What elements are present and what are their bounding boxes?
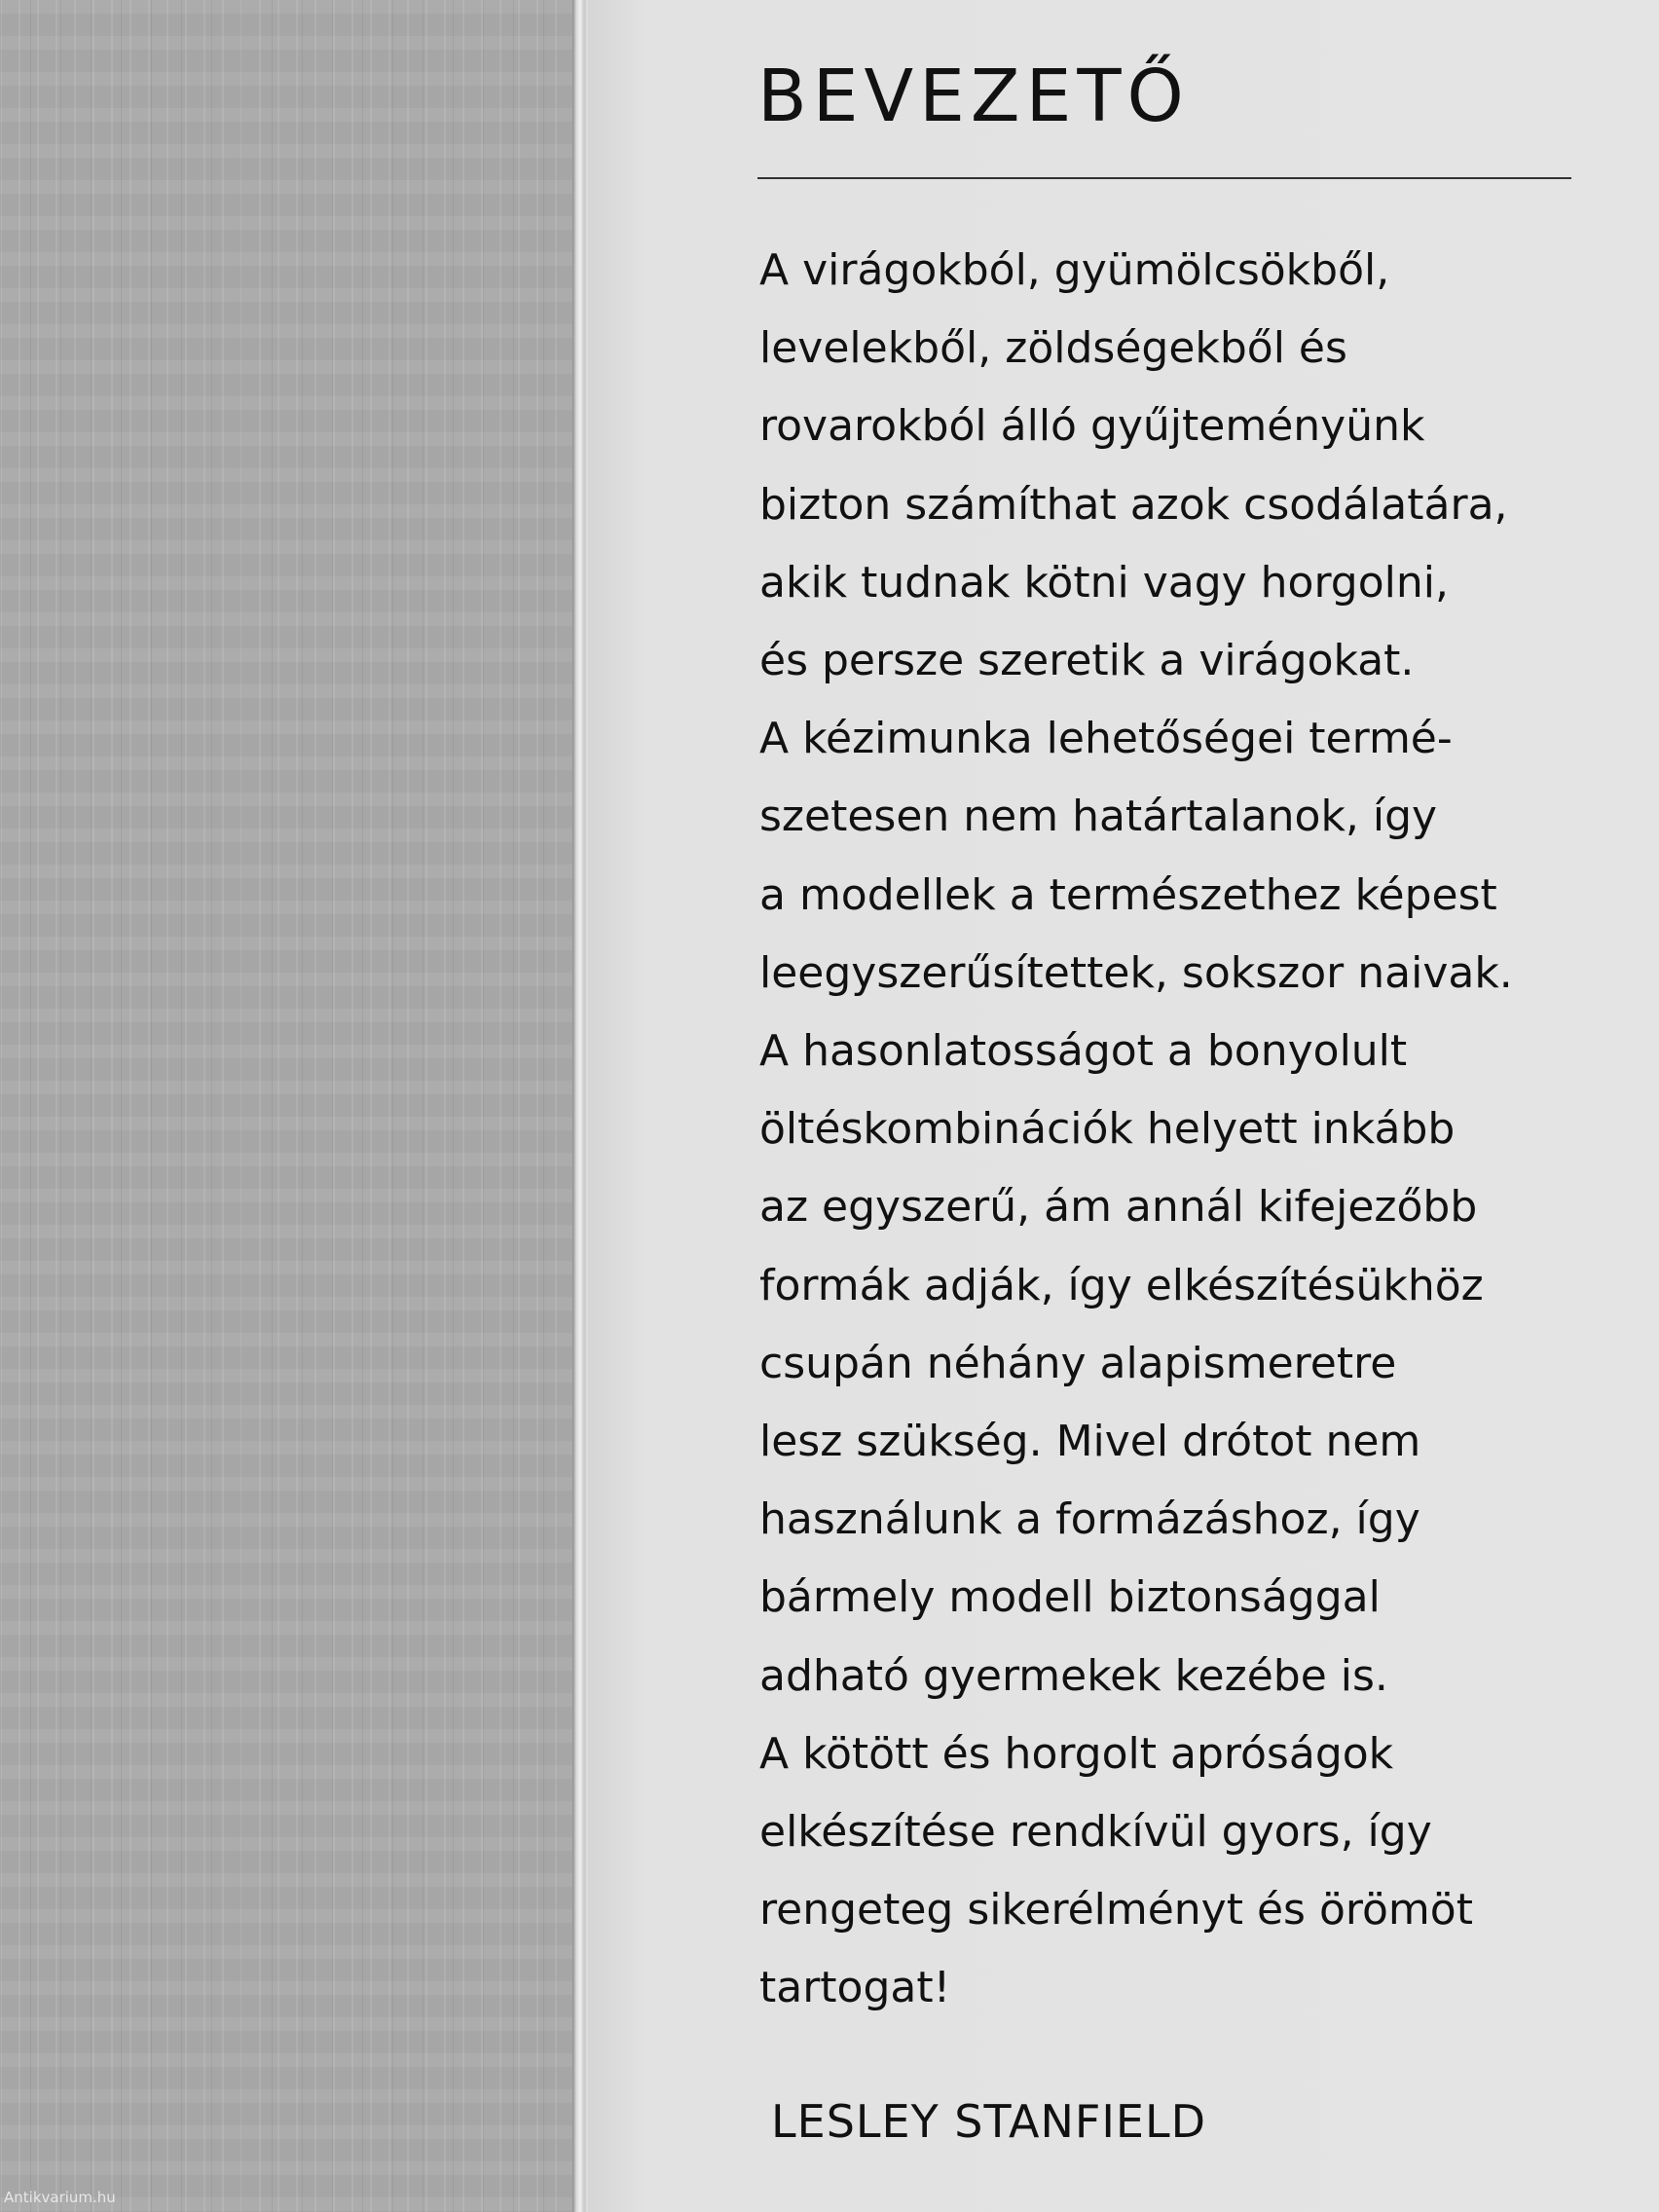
title-divider [757,177,1571,179]
body-line: csupán néhány alapismeretre [759,1338,1397,1388]
body-line: adható gyermekek kezébe is. [759,1650,1388,1701]
body-line: akik tudnak kötni vagy horgolni, [759,557,1449,608]
body-line: A kézimunka lehetőségei termé- [759,714,1453,764]
body-line: és persze szeretik a virágokat. [759,636,1415,686]
body-line: bármely modell biztonsággal [759,1572,1381,1623]
body-line: bizton számíthat azok csodálatára, [759,479,1508,530]
body-line: lesz szükség. Mivel drótot nem [759,1417,1421,1467]
body-line: elkészítése rendkívül gyors, így [759,1807,1432,1858]
page-title: BEVEZETŐ [757,55,1190,138]
watermark: Antikvarium.hu [4,2189,116,2206]
body-line: öltéskombinációk helyett inkább [759,1104,1456,1155]
body-line: rengeteg sikerélményt és örömöt [759,1885,1473,1936]
author-name: LESLEY STANFIELD [771,2095,1207,2148]
body-line: tartogat! [759,1963,951,2013]
body-line: szetesen nem határtalanok, így [759,792,1438,842]
body-line: A virágokból, gyümölcsökből, [759,245,1390,295]
body-line: A kötött és horgolt apróságok [759,1728,1394,1779]
body-text [759,232,1597,2028]
body-line: formák adják, így elkészítésükhöz [759,1260,1484,1310]
body-line: az egyszerű, ám annál kifejezőbb [759,1182,1478,1233]
left-textured-page [0,0,582,2212]
page-edge [572,0,588,2212]
body-line: levelekből, zöldségekből és [759,323,1347,374]
introduction-page [588,0,1659,2212]
body-line: leegyszerűsítettek, sokszor naivak. [759,947,1513,998]
body-line: a modellek a természethez képest [759,869,1497,920]
body-line: A hasonlatosságot a bonyolult [759,1026,1408,1077]
body-line: használunk a formázáshoz, így [759,1494,1420,1545]
body-line: rovarokból álló gyűjteményünk [759,401,1425,452]
